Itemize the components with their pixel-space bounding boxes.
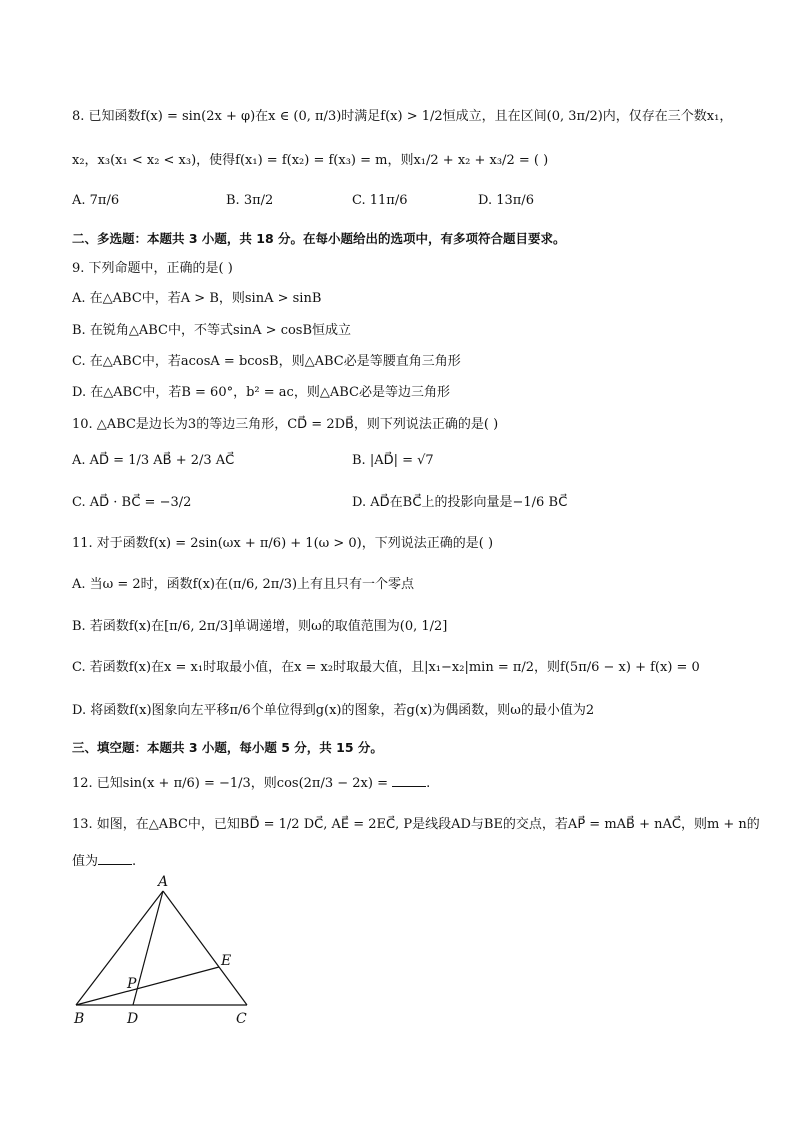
q8-option-c: C. 11π/6 [352, 193, 408, 208]
q8-line1: 8. 已知函数f(x) = sin(2x + φ)在x ∈ (0, π/3)时满足f(x) > 1/2恒成立，且在区间(0, 3π/2)内，仅存在三个数x₁， [72, 109, 733, 124]
q9-option-b: B. 在锐角△ABC中，不等式sinA > cosB恒成立 [72, 323, 352, 338]
q11-option-d: D. 将函数f(x)图象向左平移π/6个单位得到g(x)的图象，若g(x)为偶函数，则ω的最小值为2 [72, 703, 595, 718]
q12-answer-blank[interactable] [392, 774, 426, 787]
label-c: C [236, 1011, 247, 1027]
q12-text [72, 774, 430, 793]
q8-option-a: A. 7π/6 [72, 193, 120, 208]
q8-option-d: D. 13π/6 [478, 193, 534, 208]
q10-option-b: B. |AD⃗| = √7 [352, 453, 434, 468]
label-e: E [221, 953, 232, 969]
label-a: A [158, 874, 169, 890]
q10-option-c: C. AD⃗ · BC⃗ = −3/2 [72, 495, 192, 510]
side-ac [163, 891, 247, 1005]
q11-option-a: A. 当ω = 2时，函数f(x)在(π/6, 2π/3)上有且只有一个零点 [72, 577, 415, 592]
segment-ad [133, 891, 163, 1005]
q10-stem: 10. △ABC是边长为3的等边三角形，CD⃗ = 2DB⃗，则下列说法正确的是( ) [72, 417, 499, 432]
q11-option-b: B. 若函数f(x)在[π/6, 2π/3]单调递增，则ω的取值范围为(0, 1/2] [72, 619, 448, 634]
q11-option-c: C. 若函数f(x)在x = x₁时取最小值，在x = x₂时取最大值，且|x₁−x₂|min = π/2，则f(5π/6 − x) + f(x) = 0 [72, 660, 700, 675]
label-d: D [127, 1011, 139, 1027]
segment-be [76, 967, 219, 1005]
triangle-figure [60, 870, 260, 1030]
q13-line2-text: 值为 [72, 854, 99, 869]
side-ab [76, 891, 163, 1005]
q12-stem: 12. 已知sin(x + π/6) = −1/3，则cos(2π/3 − 2x) = [72, 776, 393, 791]
q12-end: . [426, 776, 431, 791]
q13-answer-blank[interactable] [98, 852, 132, 865]
q13-line1: 13. 如图，在△ABC中，已知BD⃗ = 1/2 DC⃗, AE⃗ = 2EC⃗, P是线段AD与BE的交点，若AP⃗ = mAB⃗ + nAC⃗，则m + n的 [72, 817, 760, 832]
q9-stem: 9. 下列命题中，正确的是( ) [72, 261, 233, 276]
q8-option-b: B. 3π/2 [226, 193, 274, 208]
q11-stem: 11. 对于函数f(x) = 2sin(ωx + π/6) + 1(ω > 0)，下列说法正确的是( ) [72, 536, 494, 551]
q13-end: . [132, 854, 137, 869]
section-fill-in-heading: 三、填空题：本题共 3 小题，每小题 5 分，共 15 分。 [72, 740, 383, 755]
q10-option-a: A. AD⃗ = 1/3 AB⃗ + 2/3 AC⃗ [72, 453, 235, 468]
q10-option-d: D. AD⃗在BC⃗上的投影向量是−1/6 BC⃗ [352, 495, 568, 510]
q9-option-c: C. 在△ABC中，若acosA = bcosB，则△ABC必是等腰直角三角形 [72, 354, 461, 369]
q9-option-d: D. 在△ABC中，若B = 60°，b² = ac，则△ABC必是等边三角形 [72, 385, 450, 400]
label-b: B [74, 1011, 85, 1027]
q8-line2: x₂，x₃(x₁ < x₂ < x₃)，使得f(x₁) = f(x₂) = f(x₃) = m，则x₁/2 + x₂ + x₃/2 = ( ) [72, 153, 549, 168]
label-p: P [127, 976, 137, 992]
q9-option-a: A. 在△ABC中，若A > B，则sinA > sinB [72, 291, 322, 306]
q13-line2 [72, 852, 136, 871]
section-multiple-choice-heading: 二、多选题：本题共 3 小题，共 18 分。在每小题给出的选项中，有多项符合题目要求。 [72, 231, 566, 246]
